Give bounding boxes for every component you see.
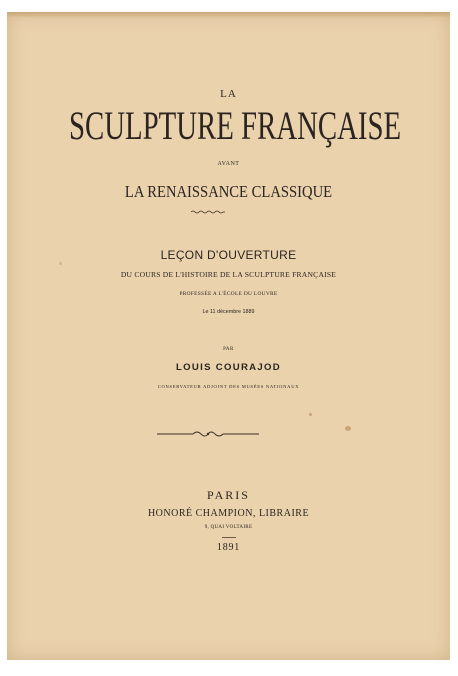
year-divider: [222, 537, 236, 538]
by-line: PAR: [223, 347, 234, 352]
title-page: [7, 12, 450, 660]
venue-line: PROFESSÉE A L'ÉCOLE DU LOUVRE: [179, 291, 278, 297]
paper-stain: [59, 262, 62, 265]
title-connector: AVANT: [217, 161, 240, 167]
course-line: DU COURS DE L'HISTOIRE DE LA SCULPTURE FRANÇAISE: [120, 270, 337, 279]
publisher-address: 9, QUAI VOLTAIRE: [204, 525, 253, 530]
lecture-date: Le 11 décembre 1889: [202, 309, 255, 315]
publication-city: PARIS: [207, 488, 250, 502]
author-name: LOUIS COURAJOD: [175, 362, 282, 373]
lecture-type: LEÇON D'OUVERTURE: [160, 248, 297, 262]
paper-stain: [345, 426, 351, 431]
paper-stain: [309, 413, 312, 416]
small-ornament-icon: [191, 210, 225, 214]
ornamental-rule-icon: [157, 430, 259, 438]
subtitle: LA RENAISSANCE CLASSIQUE: [124, 182, 333, 201]
publisher: HONORÉ CHAMPION, LIBRAIRE: [147, 508, 310, 519]
author-role: CONSERVATEUR ADJOINT DES MUSÉES NATIONAUX: [157, 384, 300, 389]
page-edge-shadow: [7, 12, 450, 18]
publication-year: 1891: [216, 542, 241, 553]
main-title: SCULPTURE FRANÇAISE: [69, 103, 402, 148]
title-article: LA: [220, 88, 237, 100]
